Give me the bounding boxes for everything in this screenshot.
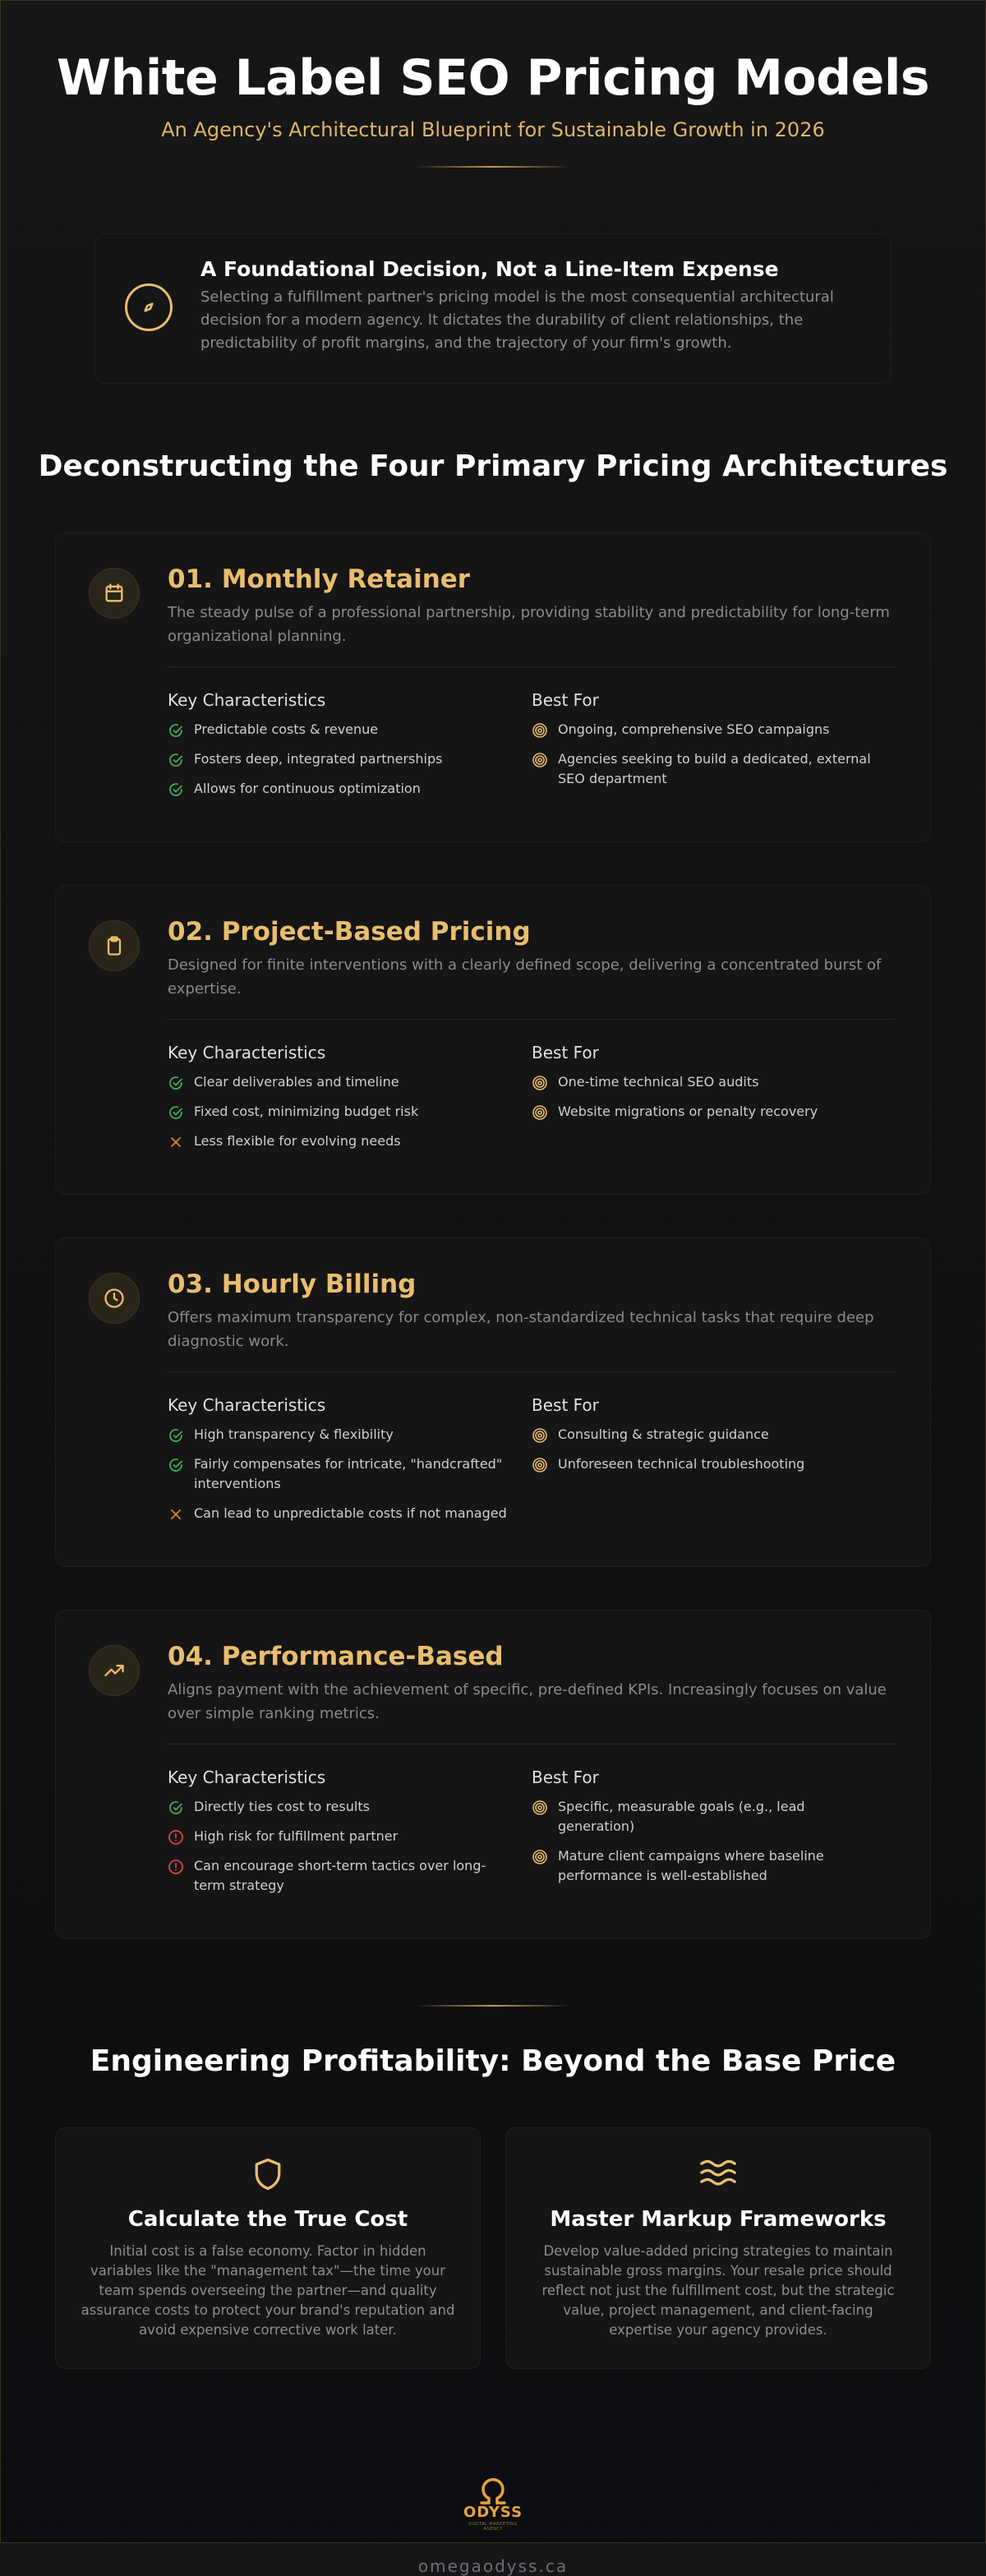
characteristic-item: Fosters deep, integrated partnerships — [168, 749, 532, 769]
cross-icon — [168, 1134, 184, 1150]
check-circle-icon — [168, 1457, 184, 1473]
card-body: Develop value-added pricing strategies to maintain sustainable gross margins. Your resale price should reflect not just the fulfillment cost, but the strategic value, project management, and client-facing expertise your agency provides. — [541, 2243, 895, 2338]
characteristic-item: Predictable costs & revenue — [168, 720, 532, 740]
target-icon — [532, 1800, 548, 1816]
card-title: 04. Performance-Based — [168, 1642, 504, 1671]
target-icon — [532, 722, 548, 739]
pricing-section-title: Deconstructing the Four Primary Pricing Architectures — [38, 449, 948, 483]
best-for-label: Best For — [532, 690, 599, 710]
check-circle-icon — [168, 752, 184, 768]
card-divider — [168, 1371, 896, 1372]
card-description: Designed for finite interventions with a clearly defined scope, delivering a concentrated burst of expertise. — [168, 956, 882, 998]
clipboard-icon — [89, 920, 140, 971]
card-divider — [168, 1019, 896, 1020]
best-for-item: Consulting & strategic guidance — [532, 1425, 896, 1445]
clock-icon — [89, 1273, 140, 1324]
card-title: 03. Hourly Billing — [168, 1270, 417, 1299]
card-description: Offers maximum transparency for complex, non-standardized technical tasks that require deep diagnostic work. — [168, 1309, 874, 1350]
card-title: 02. Project-Based Pricing — [168, 917, 531, 947]
characteristic-item: Less flexible for evolving needs — [168, 1131, 532, 1151]
best-for-label: Best For — [532, 1395, 599, 1415]
card-description: Aligns payment with the achievement of specific, pre-defined KPIs. Increasingly focuses on value over simple ranking metrics. — [168, 1681, 887, 1722]
best-for-item: One-time technical SEO audits — [532, 1072, 896, 1092]
alert-circle-icon — [168, 1829, 184, 1846]
page-subtitle: An Agency's Architectural Blueprint for Sustainable Growth in 2026 — [161, 118, 825, 141]
key-characteristics — [168, 1043, 532, 1161]
page-title: White Label SEO Pricing Models — [56, 49, 930, 107]
key-characteristics — [168, 1395, 532, 1533]
card-divider — [168, 666, 896, 667]
profitability-section-title: Engineering Profitability: Beyond the Base Price — [90, 2044, 896, 2078]
card-description: The steady pulse of a professional partnership, providing stability and predictability for long-term organizational planning. — [168, 604, 890, 645]
cross-icon — [168, 1506, 184, 1523]
best-for — [532, 690, 896, 809]
best-for-item: Agencies seeking to build a dedicated, external SEO department — [532, 749, 896, 789]
pricing-card-performance-based — [55, 1610, 931, 1939]
alert-circle-icon — [168, 1859, 184, 1875]
characteristic-item: Clear deliverables and timeline — [168, 1072, 532, 1092]
check-circle-icon — [168, 1427, 184, 1444]
intro-heading: A Foundational Decision, Not a Line-Item Expense — [200, 257, 779, 281]
characteristic-item: Allows for continuous optimization — [168, 779, 532, 799]
characteristic-item: High risk for fulfillment partner — [168, 1827, 532, 1846]
logo-wordmark: ODYSS — [463, 2504, 523, 2521]
best-for-item: Specific, measurable goals (e.g., lead generation) — [532, 1797, 896, 1836]
calendar-icon — [89, 568, 140, 619]
target-icon — [532, 1457, 548, 1473]
target-icon — [532, 1075, 548, 1091]
key-characteristics — [168, 690, 532, 809]
key-characteristics-label: Key Characteristics — [168, 690, 326, 710]
card-title: 01. Monthly Retainer — [168, 565, 471, 594]
intro-body: Selecting a fulfillment partner's pricing model is the most consequential architectural decision for a modern agency. It dictates the durability of client relationships, the predictability of profit margins, and the trajectory of your firm's growth. — [200, 288, 834, 352]
best-for-label: Best For — [532, 1043, 599, 1062]
characteristic-item: Directly ties cost to results — [168, 1797, 532, 1817]
card-body: Initial cost is a false economy. Factor in hidden variables like the "management tax"—the time your team spends overseeing the partner—and quality assurance costs to protect your brand's reputation and avoid expensive corrective work later. — [81, 2243, 455, 2338]
logo-tagline: DIGITAL MARKETING AGENCY — [468, 2522, 518, 2532]
card-title: Calculate the True Cost — [127, 2207, 408, 2232]
characteristic-item: Can encourage short-term tactics over long-term strategy — [168, 1856, 532, 1896]
key-characteristics — [168, 1767, 532, 1906]
best-for-item: Ongoing, comprehensive SEO campaigns — [532, 720, 896, 740]
best-for — [532, 1043, 896, 1161]
key-characteristics-label: Key Characteristics — [168, 1767, 326, 1787]
best-for — [532, 1395, 896, 1533]
check-circle-icon — [168, 781, 184, 798]
target-icon — [532, 1849, 548, 1865]
card-title: Master Markup Frameworks — [550, 2207, 887, 2232]
check-circle-icon — [168, 1800, 184, 1816]
characteristic-item: Fairly compensates for intricate, "handcrafted" interventions — [168, 1454, 532, 1494]
characteristic-item: High transparency & flexibility — [168, 1425, 532, 1445]
target-icon — [532, 752, 548, 768]
pricing-card-project-based — [55, 885, 931, 1195]
check-circle-icon — [168, 1104, 184, 1121]
best-for-item: Website migrations or penalty recovery — [532, 1102, 896, 1122]
best-for-item: Unforeseen technical troubleshooting — [532, 1454, 896, 1474]
best-for — [532, 1767, 896, 1906]
characteristic-item: Can lead to unpredictable costs if not managed — [168, 1504, 532, 1523]
target-icon — [532, 1104, 548, 1121]
best-for-label: Best For — [532, 1767, 599, 1787]
trending-up-icon — [89, 1645, 140, 1696]
check-circle-icon — [168, 1075, 184, 1091]
website-link[interactable]: omegaodyss.ca — [417, 2556, 569, 2576]
characteristic-item: Fixed cost, minimizing budget risk — [168, 1102, 532, 1122]
pricing-card-hourly-billing — [55, 1237, 931, 1567]
pricing-card-monthly-retainer — [55, 532, 931, 842]
best-for-item: Mature client campaigns where baseline performance is well-established — [532, 1846, 896, 1886]
check-circle-icon — [168, 722, 184, 739]
target-icon — [532, 1427, 548, 1444]
key-characteristics-label: Key Characteristics — [168, 1395, 326, 1415]
key-characteristics-label: Key Characteristics — [168, 1043, 326, 1062]
